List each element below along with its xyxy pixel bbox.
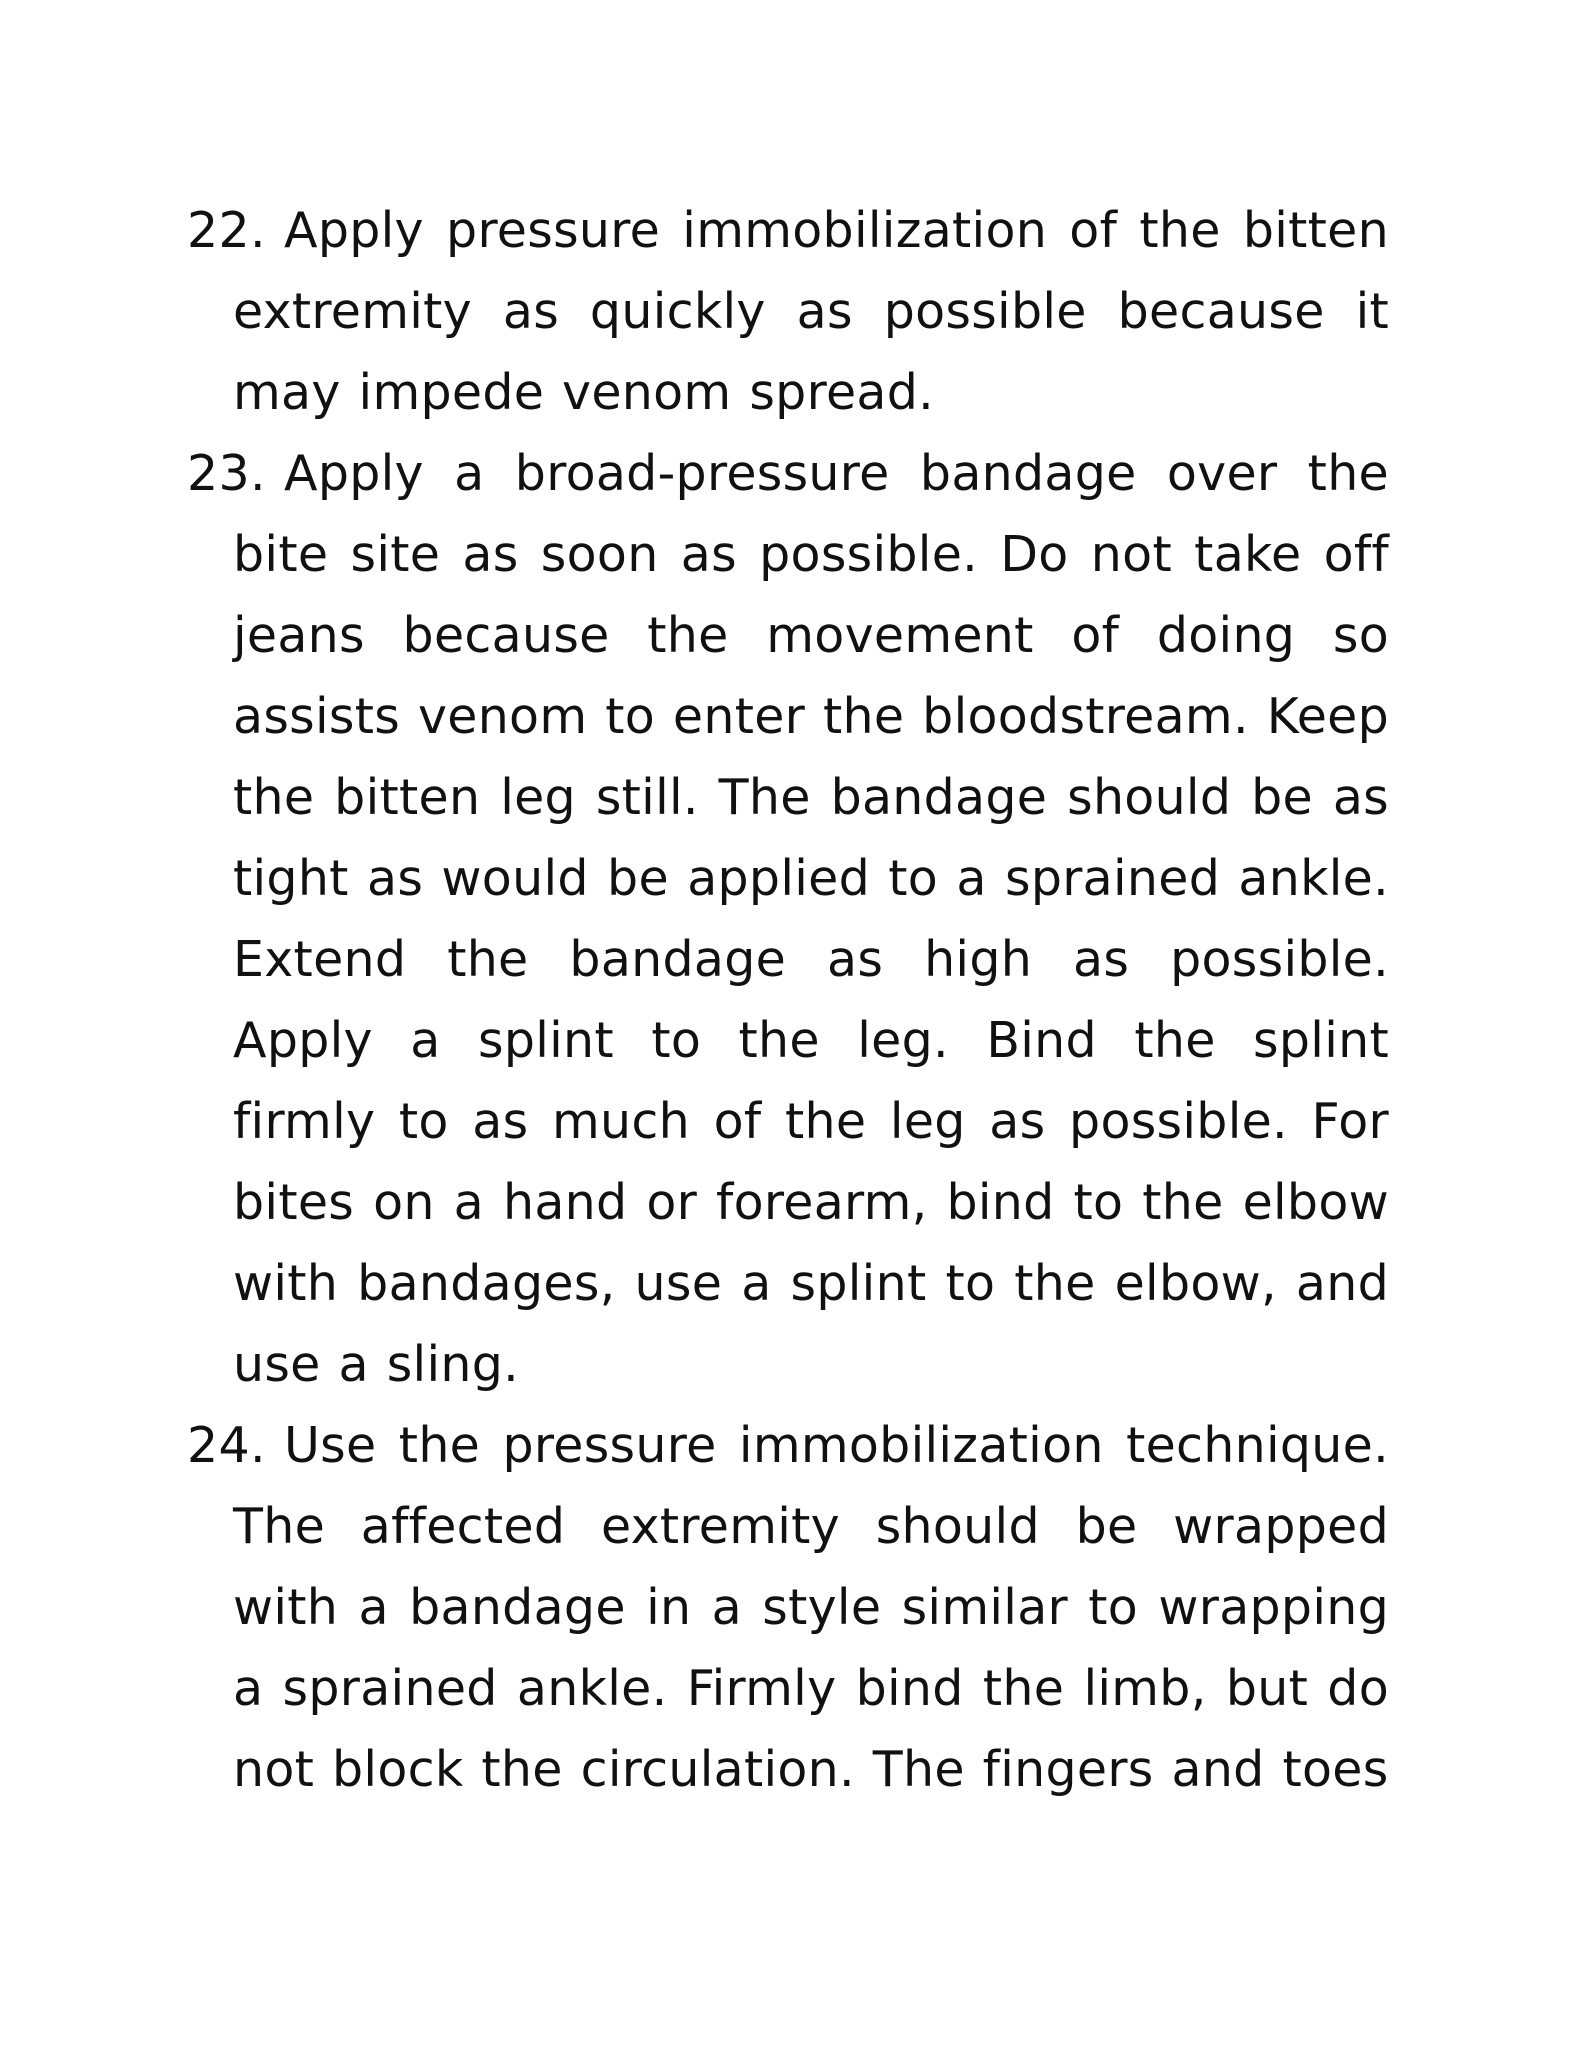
list-item-23 — [187, 433, 1389, 1405]
list-item-text: Apply pressure immobilization of the bitten extremity as quickly as possible because it may impede venom spread. — [233, 202, 1389, 421]
numbered-instruction-list — [187, 190, 1389, 1810]
list-item-number: 22. — [187, 202, 266, 259]
list-item-24 — [187, 1405, 1389, 1810]
list-item-number: 23. — [187, 445, 266, 502]
list-item-number: 24. — [187, 1417, 266, 1474]
list-item-22 — [187, 190, 1389, 433]
list-item-text: Use the pressure immobilization technique. The affected extremity should be wrapped with a bandage in a style similar to wrapping a sprained ankle. Firmly bind the limb, but do not block the circulation. The fingers and toes — [233, 1417, 1389, 1798]
list-item-text: Apply a broad-pressure bandage over the bite site as soon as possible. Do not take off jeans because the movement of doing so assists venom to enter the bloodstream. Keep the bitten leg still. The bandage should be as tight as would be applied to a sprained ankle. Extend the bandage as high as possible. Apply a splint to the leg. Bind the splint firmly to as much of the leg as possible. For bites on a hand or forearm, bind to the elbow with bandages, use a splint to the elbow, and use a sling. — [233, 445, 1390, 1393]
